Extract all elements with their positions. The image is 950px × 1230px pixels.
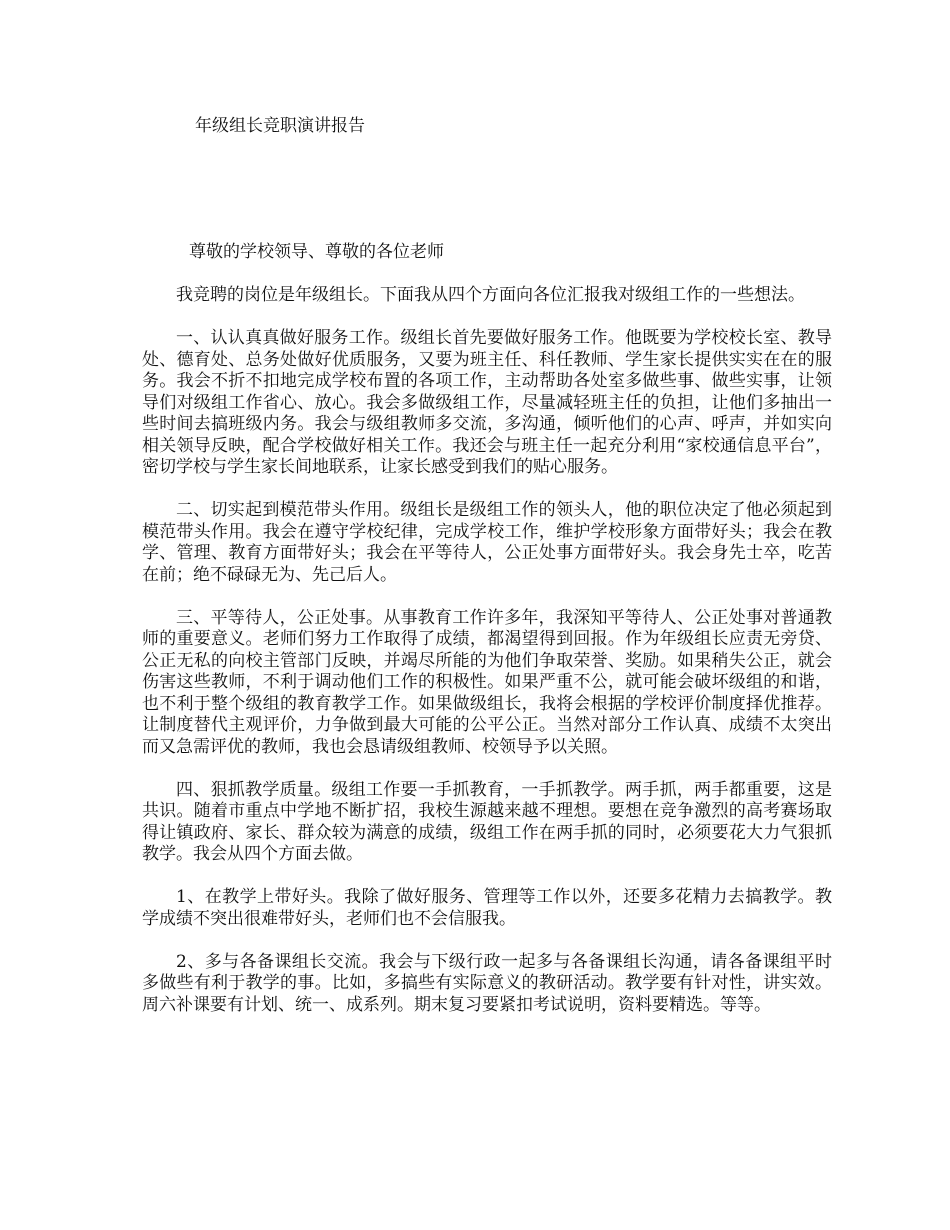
paragraph-service: 一、认认真真做好服务工作。级组长首先要做好服务工作。他既要为学校校长室、教导处、德育处、总务处做好优质服务，又要为班主任、科任教师、学生家长提供实实在在的服务。我会不折不扣地完成学校布置的各项工作，主动帮助各处室多做些事、做些实事，让领导们对级组工作省心、放心。我会多做级组工作，尽量减轻班主任的负担，让他们多抽出一些时间去搞班级内务。我会与级组教师多交流，多沟通，倾听他们的心声、呼声，并如实向相关领导反映，配合学校做好相关工作。我还会与班主任一起充分利用“家校通信息平台”，密切学校与学生家长间地联系，让家长感受到我们的贴心服务。 [142, 328, 832, 477]
document-title: 年级组长竞职演讲报告 [195, 116, 365, 136]
document-body [142, 285, 832, 1038]
paragraph-fairness: 三、平等待人，公正处事。从事教育工作许多年，我深知平等待人、公正处事对普通教师的重要意义。老师们努力工作取得了成绩，都渴望得到回报。作为年级组长应责无旁贷、公正无私的向校主管部门反映，并竭尽所能的为他们争取荣誉、奖励。如果稍失公正，就会伤害这些教师，不利于调动他们工作的积极性。如果严重不公，就可能会破坏级组的和谐，也不利于整个级组的教育教学工作。如果做级组长，我将会根据的学校评价制度择优推荐。让制度替代主观评价，力争做到最大可能的公平公正。当然对部分工作认真、成绩不太突出而又急需评优的教师，我也会恳请级组教师、校领导予以关照。 [142, 607, 832, 757]
paragraph-leadership: 二、切实起到模范带头作用。级组长是级组工作的领头人，他的职位决定了他必须起到模范带头作用。我会在遵守学校纪律，完成学校工作，维护学校形象方面带好头；我会在教学、管理、教育方面带好头；我会在平等待人，公正处事方面带好头。我会身先士卒，吃苦在前；绝不碌碌无为、先己后人。 [142, 500, 832, 585]
salutation: 尊敬的学校领导、尊敬的各位老师 [189, 242, 444, 262]
paragraph-intro: 我竞聘的岗位是年级组长。下面我从四个方面向各位汇报我对级组工作的一些想法。 [176, 285, 805, 305]
paragraph-teaching-quality: 四、狠抓教学质量。级组工作要一手抓教育，一手抓教学。两手抓，两手都重要，这是共识。随着市重点中学地不断扩招，我校生源越来越不理想。要想在竞争激烈的高考赛场取得让镇政府、家长、群众较为满意的成绩，级组工作在两手抓的同时，必须要花大力气狠抓教学。我会从四个方面去做。 [142, 779, 832, 864]
paragraph-point-2: 2、多与各备课组长交流。我会与下级行政一起多与各备课组长沟通，请各备课组平时多做些有利于教学的事。比如，多搞些有实际意义的教研活动。教学要有针对性，讲实效。周六补课要有计划、统一、成系列。期末复习要紧扣考试说明，资料要精选。等等。 [142, 951, 832, 1015]
paragraph-point-1: 1、在教学上带好头。我除了做好服务、管理等工作以外，还要多花精力去搞教学。教学成绩不突出很难带好头，老师们也不会信服我。 [142, 887, 832, 929]
